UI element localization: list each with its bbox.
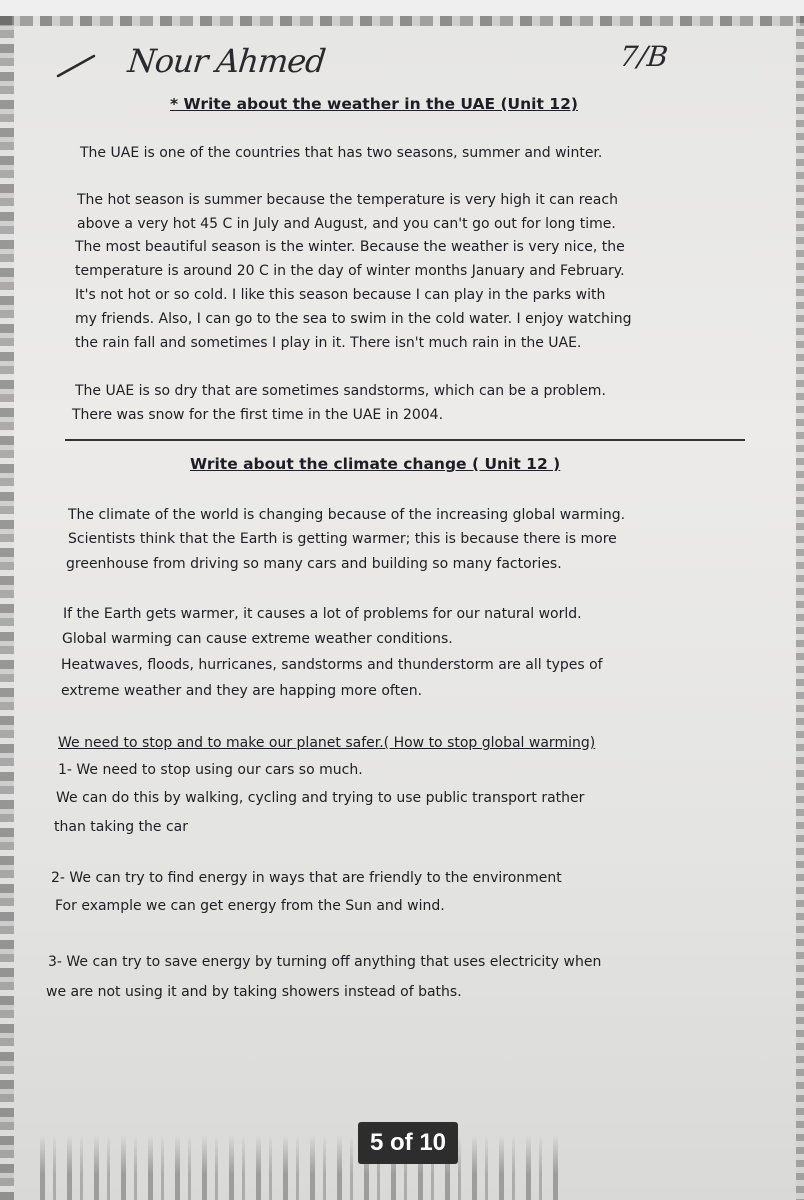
section1-para2-line: my friends. Also, I can go to the sea to swim in the cold water. I enjoy watching bbox=[75, 311, 632, 327]
section1-para2-line: above a very hot 45 C in July and August, and you can't go out for long time. bbox=[77, 216, 616, 232]
page-counter: 5 of 10 bbox=[358, 1122, 458, 1164]
bottom-shadow bbox=[40, 1135, 560, 1200]
section1-para2-line: temperature is around 20 C in the day of winter months January and February. bbox=[75, 263, 625, 279]
section1-title: * Write about the weather in the UAE (Unit 12) bbox=[170, 95, 578, 113]
section1-para2-line: the rain fall and sometimes I play in it. There isn't much rain in the UAE. bbox=[75, 335, 582, 351]
student-name: Nour Ahmed bbox=[126, 42, 327, 80]
point2-line: For example we can get energy from the Sun and wind. bbox=[55, 898, 445, 914]
class-label: 7/B bbox=[618, 40, 670, 73]
point2-line: 2- We can try to find energy in ways that are friendly to the environment bbox=[51, 870, 562, 886]
check-mark-icon bbox=[56, 50, 96, 80]
section1-para2-line: It's not hot or so cold. I like this season because I can play in the parks with bbox=[75, 287, 606, 303]
section1-para1: The UAE is one of the countries that has two seasons, summer and winter. bbox=[80, 145, 603, 161]
section2-subheading: We need to stop and to make our planet safer.( How to stop global warming) bbox=[58, 735, 596, 751]
point3-line: we are not using it and by taking showers instead of baths. bbox=[46, 984, 462, 1000]
section2-para1-line: greenhouse from driving so many cars and building so many factories. bbox=[66, 556, 562, 572]
point1-line: 1- We need to stop using our cars so much. bbox=[58, 762, 363, 778]
section2-para2-line: extreme weather and they are happing more often. bbox=[61, 683, 423, 699]
section1-para3-line: There was snow for the first time in the UAE in 2004. bbox=[72, 407, 444, 423]
section2-para2-line: Global warming can cause extreme weather conditions. bbox=[62, 631, 453, 647]
section1-para2-line: The most beautiful season is the winter. Because the weather is very nice, the bbox=[75, 239, 625, 255]
section1-para3-line: The UAE is so dry that are sometimes sandstorms, which can be a problem. bbox=[75, 383, 606, 399]
point3-line: 3- We can try to save energy by turning off anything that uses electricity when bbox=[48, 954, 602, 970]
section2-para1-line: Scientists think that the Earth is getting warmer; this is because there is more bbox=[68, 531, 617, 547]
point1-line: than taking the car bbox=[54, 819, 188, 835]
paper-right-edge bbox=[796, 16, 804, 1200]
paper-left-edge bbox=[0, 16, 14, 1200]
section1-para2-line: The hot season is summer because the temperature is very high it can reach bbox=[77, 192, 618, 208]
section-divider bbox=[65, 439, 745, 441]
status-strip bbox=[0, 0, 804, 16]
section2-title: Write about the climate change ( Unit 12 ) bbox=[190, 455, 561, 473]
section2-para2-line: Heatwaves, floods, hurricanes, sandstorms and thunderstorm are all types of bbox=[61, 657, 603, 673]
section2-para1-line: The climate of the world is changing because of the increasing global warming. bbox=[68, 507, 626, 523]
point1-line: We can do this by walking, cycling and trying to use public transport rather bbox=[56, 790, 585, 806]
section2-para2-line: If the Earth gets warmer, it causes a lot of problems for our natural world. bbox=[63, 606, 582, 622]
paper-top-edge bbox=[0, 16, 804, 26]
